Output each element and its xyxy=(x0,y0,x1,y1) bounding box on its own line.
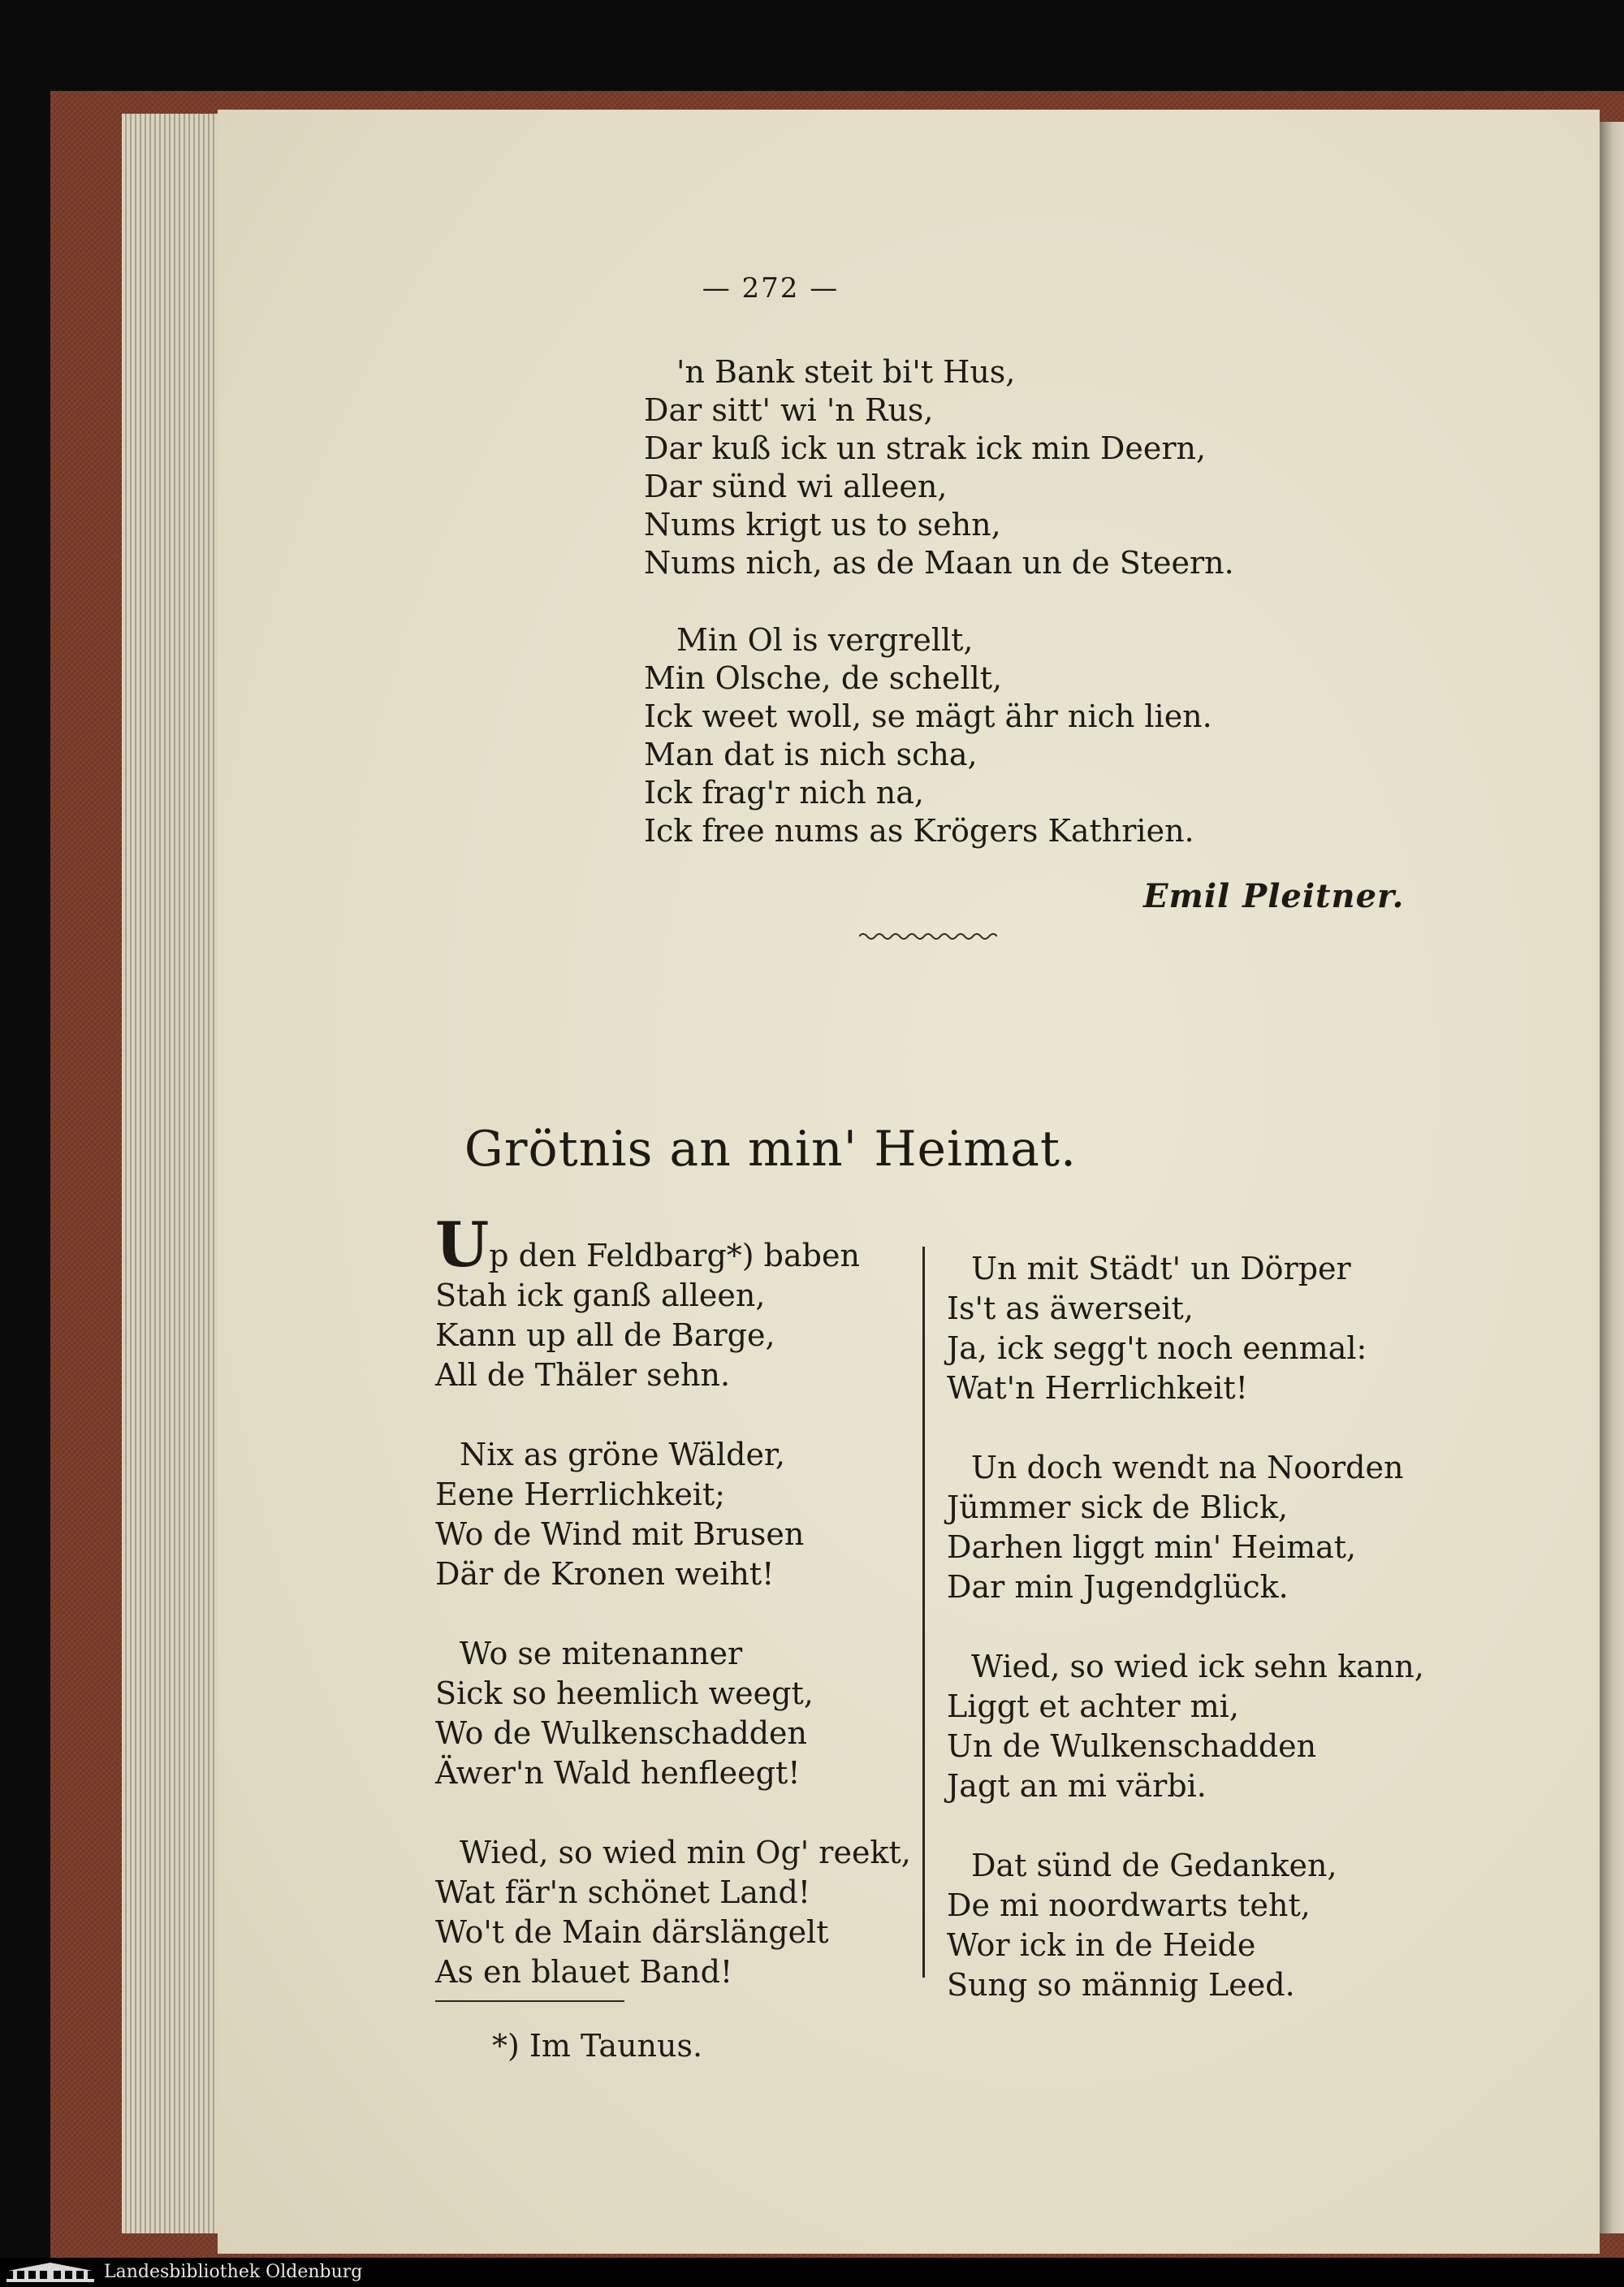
verse-line: Dar sitt' wi 'n Rus, xyxy=(644,392,934,428)
verse-line: Darhen liggt min' Heimat, xyxy=(947,1529,1357,1565)
poem1-author: Emil Pleitner. xyxy=(1143,877,1405,915)
verse-line: Jümmer sick de Blick, xyxy=(947,1489,1289,1525)
verse-line: Stah ick ganß alleen, xyxy=(435,1278,766,1313)
verse-line: Un de Wulkenschadden xyxy=(947,1728,1317,1764)
column-rule xyxy=(922,1247,925,1978)
verse-line: Wat'n Herrlichkeit! xyxy=(947,1370,1248,1406)
footnote: *) Im Taunus. xyxy=(492,2028,703,2064)
poem2-stanza xyxy=(435,1435,911,1594)
poem2-right-column xyxy=(947,1249,1424,2045)
poem2-stanza xyxy=(947,1846,1424,2005)
verse-line: Ja, ick segg't noch eenmal: xyxy=(947,1330,1367,1366)
drop-cap: U xyxy=(435,1208,490,1281)
verse-line: Wat fär'n schönet Land! xyxy=(435,1874,811,1910)
verse-line: De mi noordwarts teht, xyxy=(947,1887,1311,1923)
verse-line: Sung so männig Leed. xyxy=(947,1967,1295,2003)
verse-line: Wo de Wind mit Brusen xyxy=(435,1516,805,1552)
verse-line: Äwer'n Wald henfleegt! xyxy=(435,1755,801,1791)
library-name: Landesbibliothek Oldenburg xyxy=(104,2262,363,2282)
verse-line: Dar kuß ick un strak ick min Deern, xyxy=(644,430,1207,466)
verse-line: Nums nich, as de Maan un de Steern. xyxy=(644,545,1234,581)
verse-line: Ick frag'r nich na, xyxy=(644,775,924,811)
verse-line: Wor ick in de Heide xyxy=(947,1927,1256,1963)
poem2-title: Grötnis an min' Heimat. xyxy=(464,1121,1078,1178)
verse-line: Un mit Städt' un Dörper xyxy=(971,1251,1351,1286)
verse-line: Ick weet woll, se mägt ähr nich lien. xyxy=(644,698,1212,734)
facing-page-edge xyxy=(1596,122,1624,2233)
verse-line: Dar min Jugendglück. xyxy=(947,1569,1289,1605)
verse-line: Wo de Wulkenschadden xyxy=(435,1715,807,1751)
page-number: — 272 — xyxy=(702,272,840,305)
verse-line: Dar sünd wi alleen, xyxy=(644,469,948,504)
verse-line: Sick so heemlich weegt, xyxy=(435,1675,814,1711)
verse-line: Min Ol is vergrellt, xyxy=(676,622,974,658)
poem2-stanza xyxy=(435,1833,911,1992)
verse-line: Där de Kronen weiht! xyxy=(435,1556,775,1592)
book-page xyxy=(218,110,1600,2254)
verse-line: Wied, so wied ick sehn kann, xyxy=(971,1649,1424,1684)
ornamental-divider xyxy=(859,928,997,945)
poem2-stanza xyxy=(947,1647,1424,1806)
verse-line: 'n Bank steit bi't Hus, xyxy=(676,354,1016,390)
verse-line: Dat sünd de Gedanken, xyxy=(971,1848,1337,1883)
footnote-rule xyxy=(435,2000,624,2002)
verse-line: Liggt et achter mi, xyxy=(947,1688,1239,1724)
verse-line: Ick free nums as Krögers Kathrien. xyxy=(644,813,1194,849)
poem1-stanza2 xyxy=(644,621,1212,850)
verse-line: Min Olsche, de schellt, xyxy=(644,660,1003,696)
verse-line: Un doch wendt na Noorden xyxy=(971,1450,1404,1485)
poem2-stanza xyxy=(947,1249,1424,1408)
verse-line: p den Feldbarg*) baben xyxy=(489,1238,860,1273)
poem2-stanza xyxy=(435,1208,911,1395)
verse-line: Wo't de Main därslängelt xyxy=(435,1914,829,1950)
poem2-stanza xyxy=(435,1634,911,1793)
verse-line: Nix as gröne Wälder, xyxy=(460,1437,786,1472)
verse-line: As en blauet Band! xyxy=(435,1954,733,1990)
verse-line: Is't as äwerseit, xyxy=(947,1290,1194,1326)
poem2-left-column xyxy=(435,1208,911,2032)
poem2-stanza xyxy=(947,1448,1424,1607)
verse-line: Wied, so wied min Og' reekt, xyxy=(460,1835,911,1870)
verse-line: Kann up all de Barge, xyxy=(435,1317,775,1353)
verse-line: Wo se mitenanner xyxy=(460,1636,743,1671)
verse-line: All de Thäler sehn. xyxy=(435,1357,731,1393)
verse-line: Eene Herrlichkeit; xyxy=(435,1476,726,1512)
verse-line: Nums krigt us to sehn, xyxy=(644,507,1001,543)
poem1-stanza1 xyxy=(644,353,1234,582)
library-building-icon xyxy=(5,2261,96,2284)
verse-line: Jagt an mi värbi. xyxy=(947,1768,1207,1804)
verse-line: Man dat is nich scha, xyxy=(644,737,978,772)
